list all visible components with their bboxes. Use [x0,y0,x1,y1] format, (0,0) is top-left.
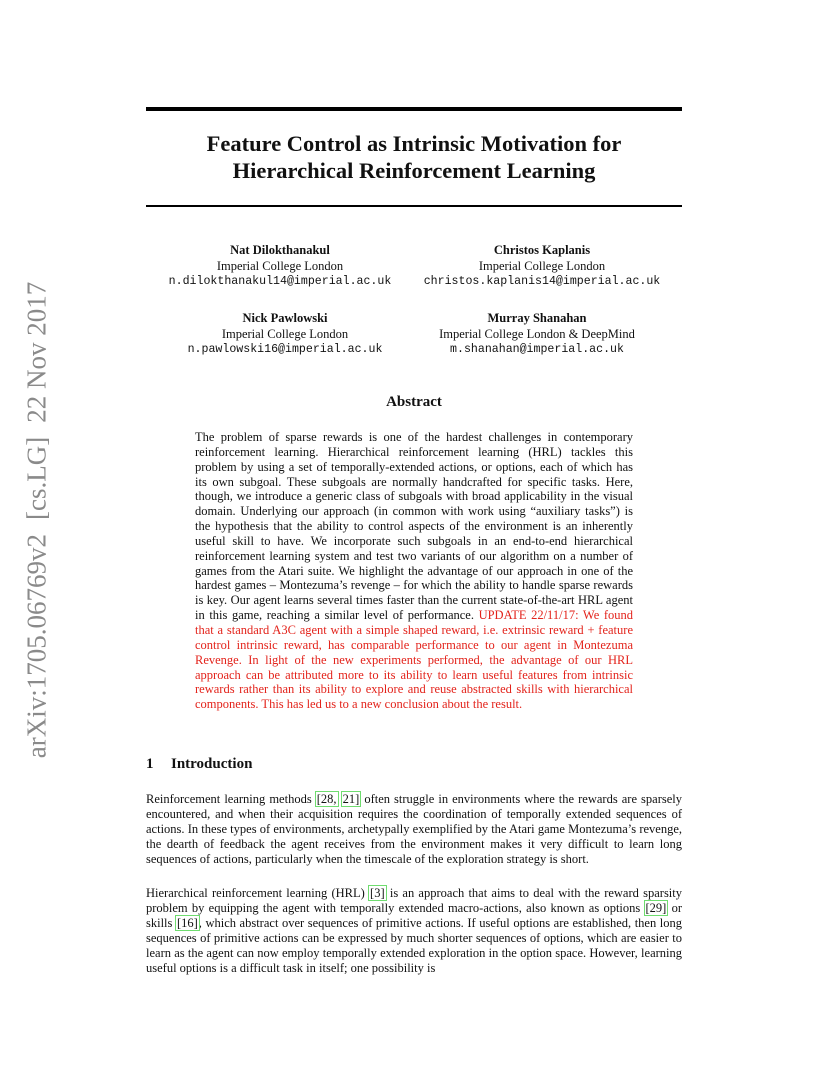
title-rule-top [146,107,682,111]
citation-link[interactable]: [29] [645,901,667,916]
author-email[interactable]: christos.kaplanis14@imperial.ac.uk [423,275,661,288]
citation-link[interactable]: [16] [176,916,198,931]
arxiv-date: 22 Nov 2017 [21,281,52,423]
author-block [387,311,687,358]
section-title: Introduction [171,756,253,772]
citation-link[interactable]: 21] [342,792,360,806]
author-affiliation: Imperial College London [216,258,344,273]
paper-title [146,130,682,184]
author-affiliation: Imperial College London [478,258,606,273]
paragraph-text: Reinforcement learning methods [146,792,316,806]
author-affiliation: Imperial College London [221,326,349,341]
abstract-body [195,430,633,712]
arxiv-category: [cs.LG] [21,436,52,520]
section-number: 1 [146,756,154,772]
author-affiliation: Imperial College London & DeepMind [439,326,635,341]
author-name: Christos Kaplanis [493,243,591,257]
abstract-text: The problem of sparse rewards is one of the hardest challenges in contemporary reinforcement learning. Hierarchical reinforcement learning (HRL) tackles this problem by using a set of temporally-extended actions, or options, each of which has its own subgoal. These subgoals are normally handcrafted for specific tasks. Here, though, we introduce a generic class of subgoals with broad applicability in the visual domain. Underlying our approach (in common with work using “auxiliary tasks”) is the hypothesis that the ability to control aspects of the environment is an inherently useful skill to have. We incorporate such subgoals in an end-to-end hierarchical reinforcement learning system and test two variants of our algorithm on a number of games from the Atari suite. We highlight the advantage of our approach in one of the hardest games – Montezuma’s revenge – for which the ability to handle sparse rewards is key. Our agent learns several times faster than the current state-of-the-art HRL agent in this game, reaching a similar level of performance. [195,430,633,623]
abstract-heading: Abstract [386,394,442,410]
author-email[interactable]: n.dilokthanakul14@imperial.ac.uk [168,275,392,288]
paragraph-text: , which abstract over sequences of primitive actions. If useful options are established, then long sequences of primitive actions can be expressed by much shorter sequences of options, which are easier to learn as the agent can now employ temporally extended exploration in the option space. However, learning useful options is a difficult task in itself; one possibility is [146,916,682,976]
title-line-1: Feature Control as Intrinsic Motivation for [206,131,622,156]
intro-paragraph-1 [146,792,682,867]
author-block [130,243,430,290]
abstract-update-note: UPDATE 22/11/17: We found that a standard A3C agent with a simple shaped reward, i.e. extrinsic reward + feature control intrinsic reward, has comparable performance to our agent in Montezuma Revenge. In light of the new experiments performed, the advantage of our HRL approach can be attributed more to its ability to learn useful features from intrinsic rewards rather than its ability to explore and reuse abstracted skills with hierarchical components. This has led us to a new conclusion about the result. [195,608,634,712]
paragraph-text: is an approach that aims to deal with the reward sparsity problem by equipping the agent with temporally extended macro-actions, also known as options [146,886,683,916]
author-email[interactable]: n.pawlowski16@imperial.ac.uk [187,343,383,356]
citation-link[interactable]: [28, [316,792,337,806]
author-name: Murray Shanahan [487,311,587,325]
paragraph-text: Hierarchical reinforcement learning (HRL) [146,886,370,900]
section-heading-introduction [146,756,252,773]
paragraph-text: or skills [146,901,682,931]
author-name: Nick Pawlowski [242,311,328,325]
title-line-2: Hierarchical Reinforcement Learning [232,158,596,183]
title-rule-bottom [146,205,682,207]
arxiv-id: arXiv:1705.06769v2 [21,533,52,759]
citation-link[interactable]: [3] [370,886,385,900]
author-block [392,243,692,290]
author-email[interactable]: m.shanahan@imperial.ac.uk [450,343,624,356]
intro-paragraph-2 [146,886,682,977]
author-name: Nat Dilokthanakul [230,243,330,257]
paragraph-text: often struggle in environments where the rewards are sparsely encountered, and when their acquisition requires the coordination of temporally extended sequences of actions. In these types of environments, archetypally exemplified by the Atari game Montezuma’s revenge, the dearth of feedback the agent receives from the environment makes it very difficult to learn long sequences of actions, particularly when the timescale of the exploration strategy is short. [146,792,683,867]
